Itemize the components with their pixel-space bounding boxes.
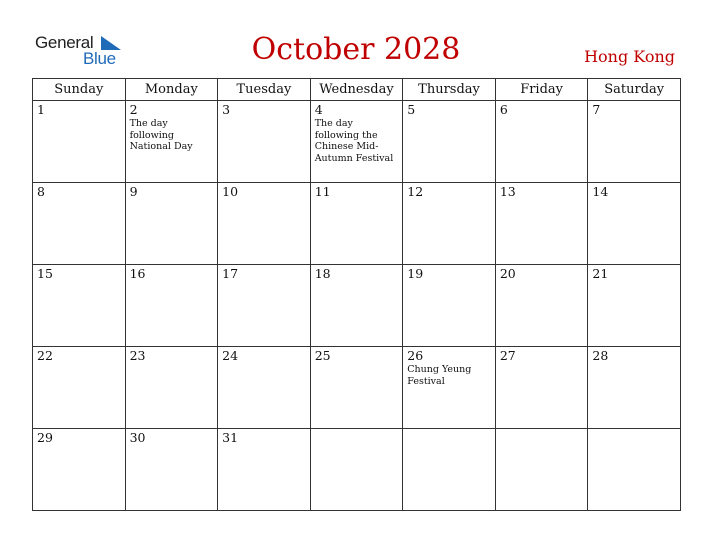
day-number: 30 <box>129 430 146 445</box>
day-cell <box>218 347 311 429</box>
weekday-header: Sunday <box>33 79 126 101</box>
day-number: 21 <box>592 266 609 281</box>
day-number: 26 <box>407 348 424 363</box>
day-number: 25 <box>314 348 331 363</box>
day-number: 8 <box>37 184 45 199</box>
day-number: 6 <box>499 102 508 117</box>
day-cell <box>403 347 496 429</box>
day-cell <box>310 101 403 183</box>
day-cell <box>403 265 496 347</box>
day-number: 24 <box>222 348 239 363</box>
day-cell <box>218 101 311 183</box>
day-cell <box>310 183 403 265</box>
day-cell <box>588 183 681 265</box>
day-cell <box>403 429 496 511</box>
day-cell <box>310 347 403 429</box>
day-number: 10 <box>222 184 239 199</box>
day-number: 13 <box>499 184 516 199</box>
day-cell <box>495 101 588 183</box>
day-cell <box>588 101 681 183</box>
day-cell <box>33 183 126 265</box>
day-number: 12 <box>407 184 424 199</box>
day-number: 31 <box>222 430 239 445</box>
weekday-header: Tuesday <box>218 79 311 101</box>
holiday-label: The day following the Chinese Mid-Autumn Festival <box>314 118 394 164</box>
day-cell <box>125 183 218 265</box>
day-cell <box>403 183 496 265</box>
day-cell <box>495 183 588 265</box>
day-number: 11 <box>314 184 331 199</box>
day-number: 27 <box>499 348 516 363</box>
weekday-header: Wednesday <box>310 79 403 101</box>
calendar-grid <box>32 78 681 511</box>
day-cell <box>403 101 496 183</box>
day-cell <box>588 429 681 511</box>
day-number: 29 <box>37 430 53 445</box>
day-cell <box>588 265 681 347</box>
day-cell <box>33 265 126 347</box>
day-cell <box>125 347 218 429</box>
day-number: 18 <box>314 266 331 281</box>
day-number: 3 <box>222 102 231 117</box>
holiday-label: Chung Yeung Festival <box>407 364 472 387</box>
day-cell <box>495 429 588 511</box>
day-number: 23 <box>129 348 146 363</box>
day-cell <box>33 101 126 183</box>
day-number: 7 <box>592 102 601 117</box>
week-row <box>33 183 681 265</box>
day-cell <box>33 429 126 511</box>
logo-text-general: General <box>35 33 94 52</box>
week-row <box>33 265 681 347</box>
day-number: 19 <box>407 266 424 281</box>
day-cell <box>125 265 218 347</box>
weekday-header-row <box>33 79 681 101</box>
day-number: 9 <box>129 184 138 199</box>
day-number: 4 <box>314 102 323 117</box>
week-row <box>33 429 681 511</box>
day-number: 22 <box>37 348 53 363</box>
day-number: 17 <box>222 266 239 281</box>
logo-text-blue: Blue <box>83 49 116 68</box>
page-title: October 2028 <box>251 32 461 67</box>
day-cell <box>33 347 126 429</box>
day-number: 14 <box>592 184 609 199</box>
day-number: 20 <box>499 266 516 281</box>
day-cell <box>218 183 311 265</box>
day-cell <box>310 265 403 347</box>
week-row <box>33 347 681 429</box>
day-cell <box>588 347 681 429</box>
day-number: 15 <box>37 266 53 281</box>
weekday-header: Saturday <box>588 79 681 101</box>
day-cell <box>125 101 218 183</box>
weekday-header: Thursday <box>403 79 496 101</box>
weekday-header: Monday <box>125 79 218 101</box>
day-number: 28 <box>592 348 609 363</box>
day-cell <box>125 429 218 511</box>
region-label: Hong Kong <box>584 47 675 66</box>
day-cell <box>310 429 403 511</box>
week-row <box>33 101 681 183</box>
day-cell <box>218 429 311 511</box>
day-cell <box>495 265 588 347</box>
weekday-header: Friday <box>495 79 588 101</box>
day-cell <box>218 265 311 347</box>
day-number: 5 <box>407 102 416 117</box>
day-number: 1 <box>37 102 45 117</box>
holiday-label: The day following National Day <box>129 118 193 152</box>
day-number: 16 <box>129 266 146 281</box>
day-cell <box>495 347 588 429</box>
day-number: 2 <box>129 102 138 117</box>
